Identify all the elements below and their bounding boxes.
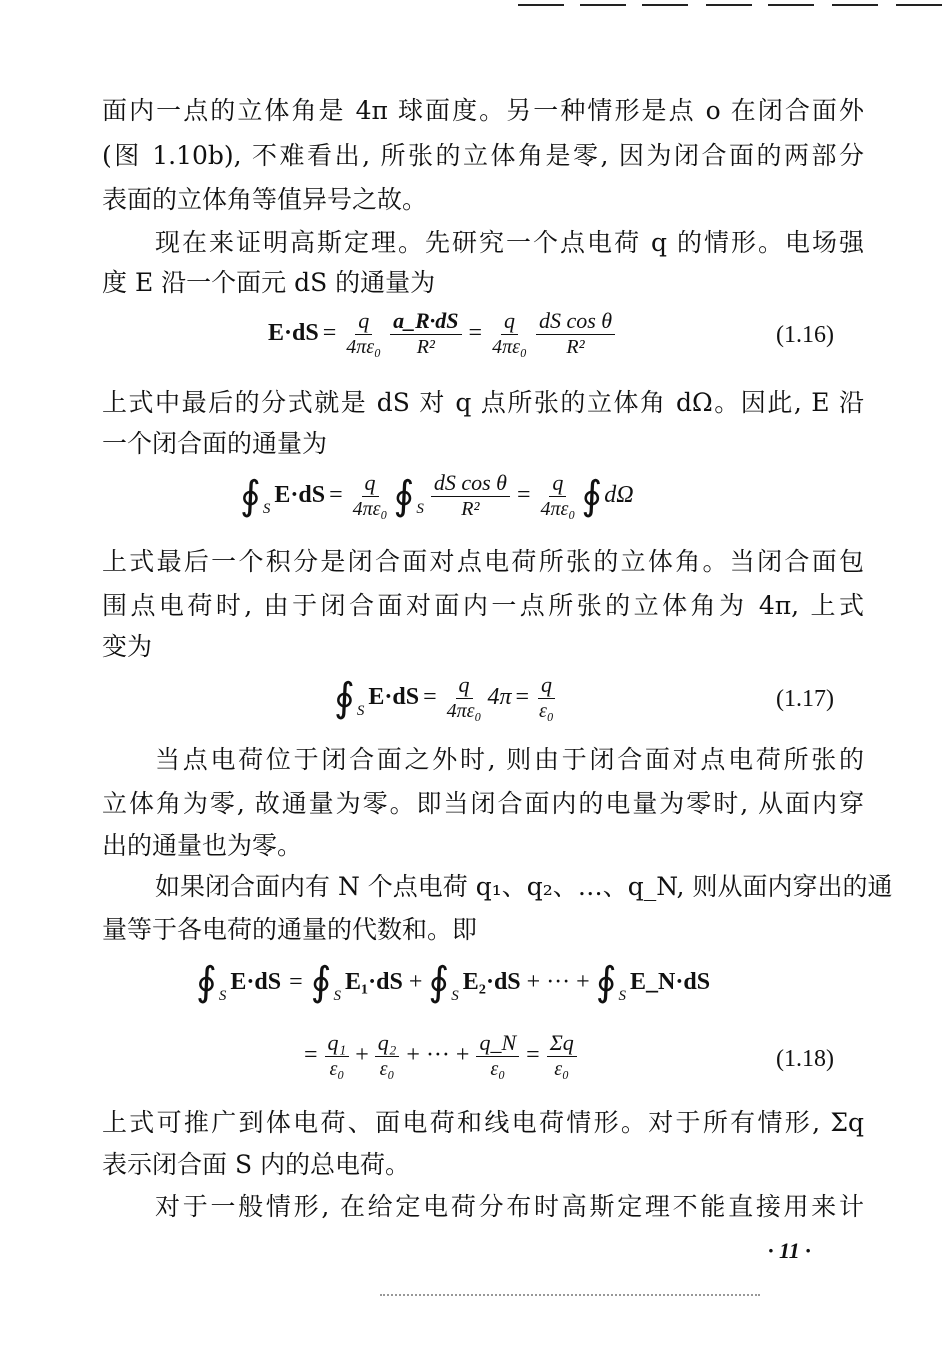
equation-number-1-17: (1.17) (776, 686, 834, 712)
paragraph1-line3: 表面的立体角等值异号之故。 (102, 185, 428, 214)
paragraph2-line2: 度 E 沿一个面元 dS 的通量为 (102, 268, 436, 297)
contour-integral-symbol: ∮ (196, 959, 217, 1004)
header-rule (510, 0, 952, 10)
contour-integral-symbol: ∮ (240, 472, 261, 518)
paragraph7-line2: 表示闭合面 S 内的总电荷。 (102, 1150, 411, 1179)
paragraph1-line1: 面内一点的立体角是 4π 球面度。另一种情形是点 o 在闭合面外 (102, 96, 864, 125)
eq116-fraction-2: $\frac{a\_R\cdot dS}{\text{R²}}$ (390, 308, 461, 359)
paragraph5-line2: 立体角为零, 故通量为零。即当闭合面内的电量为零时, 从面内穿 (102, 789, 864, 818)
contour-integral-symbol: ∮ (334, 674, 355, 720)
eq116-lhs: E·dS (268, 320, 319, 346)
scan-artifact (380, 1294, 760, 1299)
equation-1-16: E·dS = $\frac{q}{\text{4πε₀}}$ $\frac{a\_R\cdot dS}{\text{R²}}$ = $\frac{q}{\text{4πε₀}}$ $\frac{\text{dS cos θ}}{\text{R²}}$ (268, 308, 618, 359)
eq116-fraction-4: $\frac{\text{dS cos θ}}{\text{R²}}$ (536, 308, 615, 359)
page-number: · 11 · (768, 1238, 811, 1263)
eq116-fraction-3: $\frac{q}{\text{4πε₀}}$ (492, 308, 527, 358)
contour-integral-symbol: ∮ (393, 472, 415, 518)
equation-1-18-line2: = $\frac{\text{q₁}}{\text{ε₀}}$ + $\frac{\text{q₂}}{\text{ε₀}}$ + ··· + $\frac{q\_N}{\text{ε₀}}$ = $\frac{\Sigma q}{\text{ε₀}}$ (300, 1030, 580, 1081)
paragraph2-line1: 现在来证明高斯定理。先研究一个点电荷 q 的情形。电场强 (155, 228, 864, 257)
paragraph3-line2: 一个闭合面的通量为 (102, 429, 328, 458)
equation-number-1-18: (1.18) (776, 1046, 834, 1072)
paragraph1-line2: (图 1.10b), 不难看出, 所张的立体角是零, 因为闭合面的两部分 (102, 141, 864, 170)
paragraph4-line1: 上式最后一个积分是闭合面对点电荷所张的立体角。当闭合面包 (102, 547, 864, 576)
paragraph3-line1: 上式中最后的分式就是 dS 对 q 点所张的立体角 dΩ。因此, E 沿 (102, 388, 864, 417)
paragraph8-line1: 对于一般情形, 在给定电荷分布时高斯定理不能直接用来计 (155, 1192, 864, 1221)
paragraph4-line3: 变为 (102, 632, 153, 661)
contour-integral-symbol: ∮ (595, 959, 617, 1004)
paragraph7-line1: 上式可推广到体电荷、面电荷和线电荷情形。对于所有情形, Σq (102, 1108, 864, 1137)
equation-1-18-line1: ∮ S E·dS = ∮ S E₁·dS + ∮ S E₂·dS + ··· + ∮ S E_N·dS (196, 959, 711, 1004)
eq116-fraction-1: $\frac{q}{\text{4πε₀}}$ (346, 308, 382, 358)
paragraph6-line1: 如果闭合面内有 N 个点电荷 q₁、q₂、…、q_N, 则从面内穿出的通 (155, 872, 893, 901)
equation-number-1-16: (1.16) (776, 322, 834, 348)
equation-1-17: ∮ S E·dS = $\frac{q}{\text{4πε₀}}$ 4π = $\frac{q}{\text{ε₀}}$ (334, 672, 554, 722)
paragraph5-line3: 出的通量也为零。 (102, 831, 303, 860)
contour-integral-symbol: ∮ (581, 472, 603, 518)
paragraph5-line1: 当点电荷位于闭合面之外时, 则由于闭合面对点电荷所张的 (155, 745, 864, 774)
paragraph4-line2: 围点电荷时, 由于闭合面对面内一点所张的立体角为 4π, 上式 (102, 591, 864, 620)
contour-integral-symbol: ∮ (428, 959, 450, 1004)
paragraph6-line2: 量等于各电荷的通量的代数和。即 (102, 915, 478, 944)
equation-closed-surface-flux: ∮ S E·dS = $\frac{q}{\text{4πε₀}}$ ∮ S $\frac{\text{dS cos θ}}{\text{R²}}$ = $\frac{q}{\text{4πε₀}}$ ∮ dΩ (240, 470, 634, 520)
contour-integral-symbol: ∮ (310, 959, 332, 1004)
